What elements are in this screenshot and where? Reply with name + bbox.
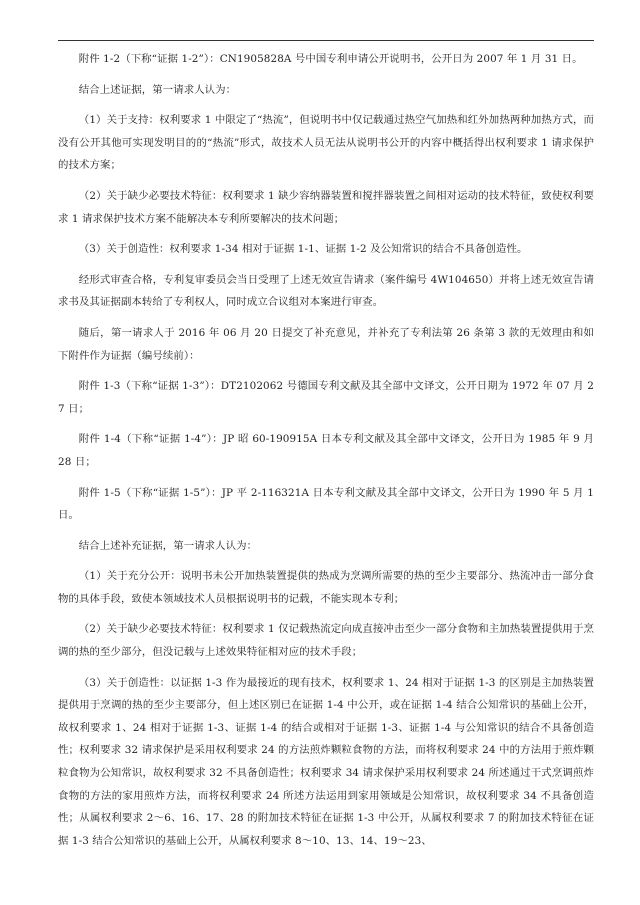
paragraph-sufficient-disclosure: （1）关于充分公开：说明书未公开加热装置提供的热成为烹调所需要的热的至少主要部分、热流冲击一部分食物的具体手段，致使本领域技术人员根据说明书的记载，不能实现本专利；	[58, 570, 594, 605]
paragraph-missing-technical-means: （2）关于缺少必要技术特征：权利要求 1 仅记载热流定向成直接冲击至少一部分食物和主加热装置提供用于烹调的热的至少部分，但没记载与上述效果特征相对应的技术手段；	[58, 623, 594, 659]
document-body	[58, 48, 594, 860]
paragraph-inventiveness-detail: （3）关于创造性：以证据 1-3 作为最接近的现有技术，权利要求 1、24 相对于证据 1-3 的区别是主加热装置提供用于烹调的热的至少主要部分，但上述区别已在证据 1-4 中公开，或在证据 1-4 结合公知常识的基础上公开，故权利要求 1、24 相对于证据 1-3、证据 1-4 的结合或相对于证据 1-3、证据 1-4 与公知常识的结合不具备创造性；权利要求 32 请求保护是采用权利要求 24 的方法煎炸颗粒食物的方法，而将权利要求 24 中的方法用于煎炸颗粒食物为公知常识，故权利要求 32 不具备创造性；权利要求 34 请求保护采用权利要求 24 所述通过干式烹调煎炸食物的方法的家用煎炸方法，而将权利要求 24 所述方法运用到家用领域是公知常识，故权利要求 34 不具备创造性；从属权利要求 2～6、16、17、28 的附加技术特征在证据 1-3 中公开，从属权利要求 7 的附加技术特征在证据 1-3 结合公知常识的基础上公开，从属权利要求 8～10、13、14、19～23、	[58, 676, 594, 847]
paragraph-supplementary-submission: 随后，第一请求人于 2016 年 06 月 20 日提交了补充意见，并补充了专利法第 26 条第 3 款的无效理由和如下附件作为证据（编号续前）：	[58, 326, 594, 362]
paragraph-evidence-1-3: 附件 1-3（下称“证据 1-3”）：DT2102062 号德国专利文献及其全部中文译文，公开日期为 1972 年 07 月 27 日；	[58, 380, 594, 415]
paragraph-essential-feature-argument: （2）关于缺少必要技术特征：权利要求 1 缺少容纳器装置和搅拌器装置之间相对运动的技术特征，致使权利要求 1 请求保护技术方案不能解决本专利所要解决的技术问题；	[58, 189, 594, 225]
paragraph-supplementary-opinion: 结合上述补充证据，第一请求人认为：	[78, 539, 258, 552]
paragraph-evidence-1-2: 附件 1-2（下称“证据 1-2”）：CN1905828A 号中国专利申请公开说明书，公开日为 2007 年 1 月 31 日。	[78, 53, 583, 65]
paragraph-evidence-1-4: 附件 1-4（下称“证据 1-4”）：JP 昭 60-190915A 日本专利文献及其全部中文译文，公开日为 1985 年 9 月 28 日；	[58, 433, 594, 468]
paragraph-formal-review: 经形式审查合格，专利复审委员会当日受理了上述无效宣告请求（案件编号 4W104650）并将上述无效宣告请求书及其证据副本转给了专利权人，同时成立合议组对本案进行审查。	[58, 273, 594, 309]
paragraph-evidence-1-5: 附件 1-5（下称“证据 1-5”）：JP 平 2-116321A 日本专利文献及其全部中文译文，公开日为 1990 年 5 月 1 日。	[58, 486, 594, 522]
paragraph-inventiveness-argument: （3）关于创造性：权利要求 1-34 相对于证据 1-1、证据 1-2 及公知常识的结合不具备创造性。	[78, 243, 528, 256]
paragraph-first-requester-opinion: 结合上述证据，第一请求人认为：	[78, 83, 237, 96]
paragraph-support-argument: （1）关于支持：权利要求 1 中限定了“热流”，但说明书中仅记载通过热空气加热和红外加热两种加热方式，而没有公开其他可实现发明目的的“热流”形式，故技术人员无法从说明书公开的内容中概括得出权利要求 1 请求保护的技术方案；	[58, 114, 594, 172]
header-rule	[58, 40, 594, 41]
